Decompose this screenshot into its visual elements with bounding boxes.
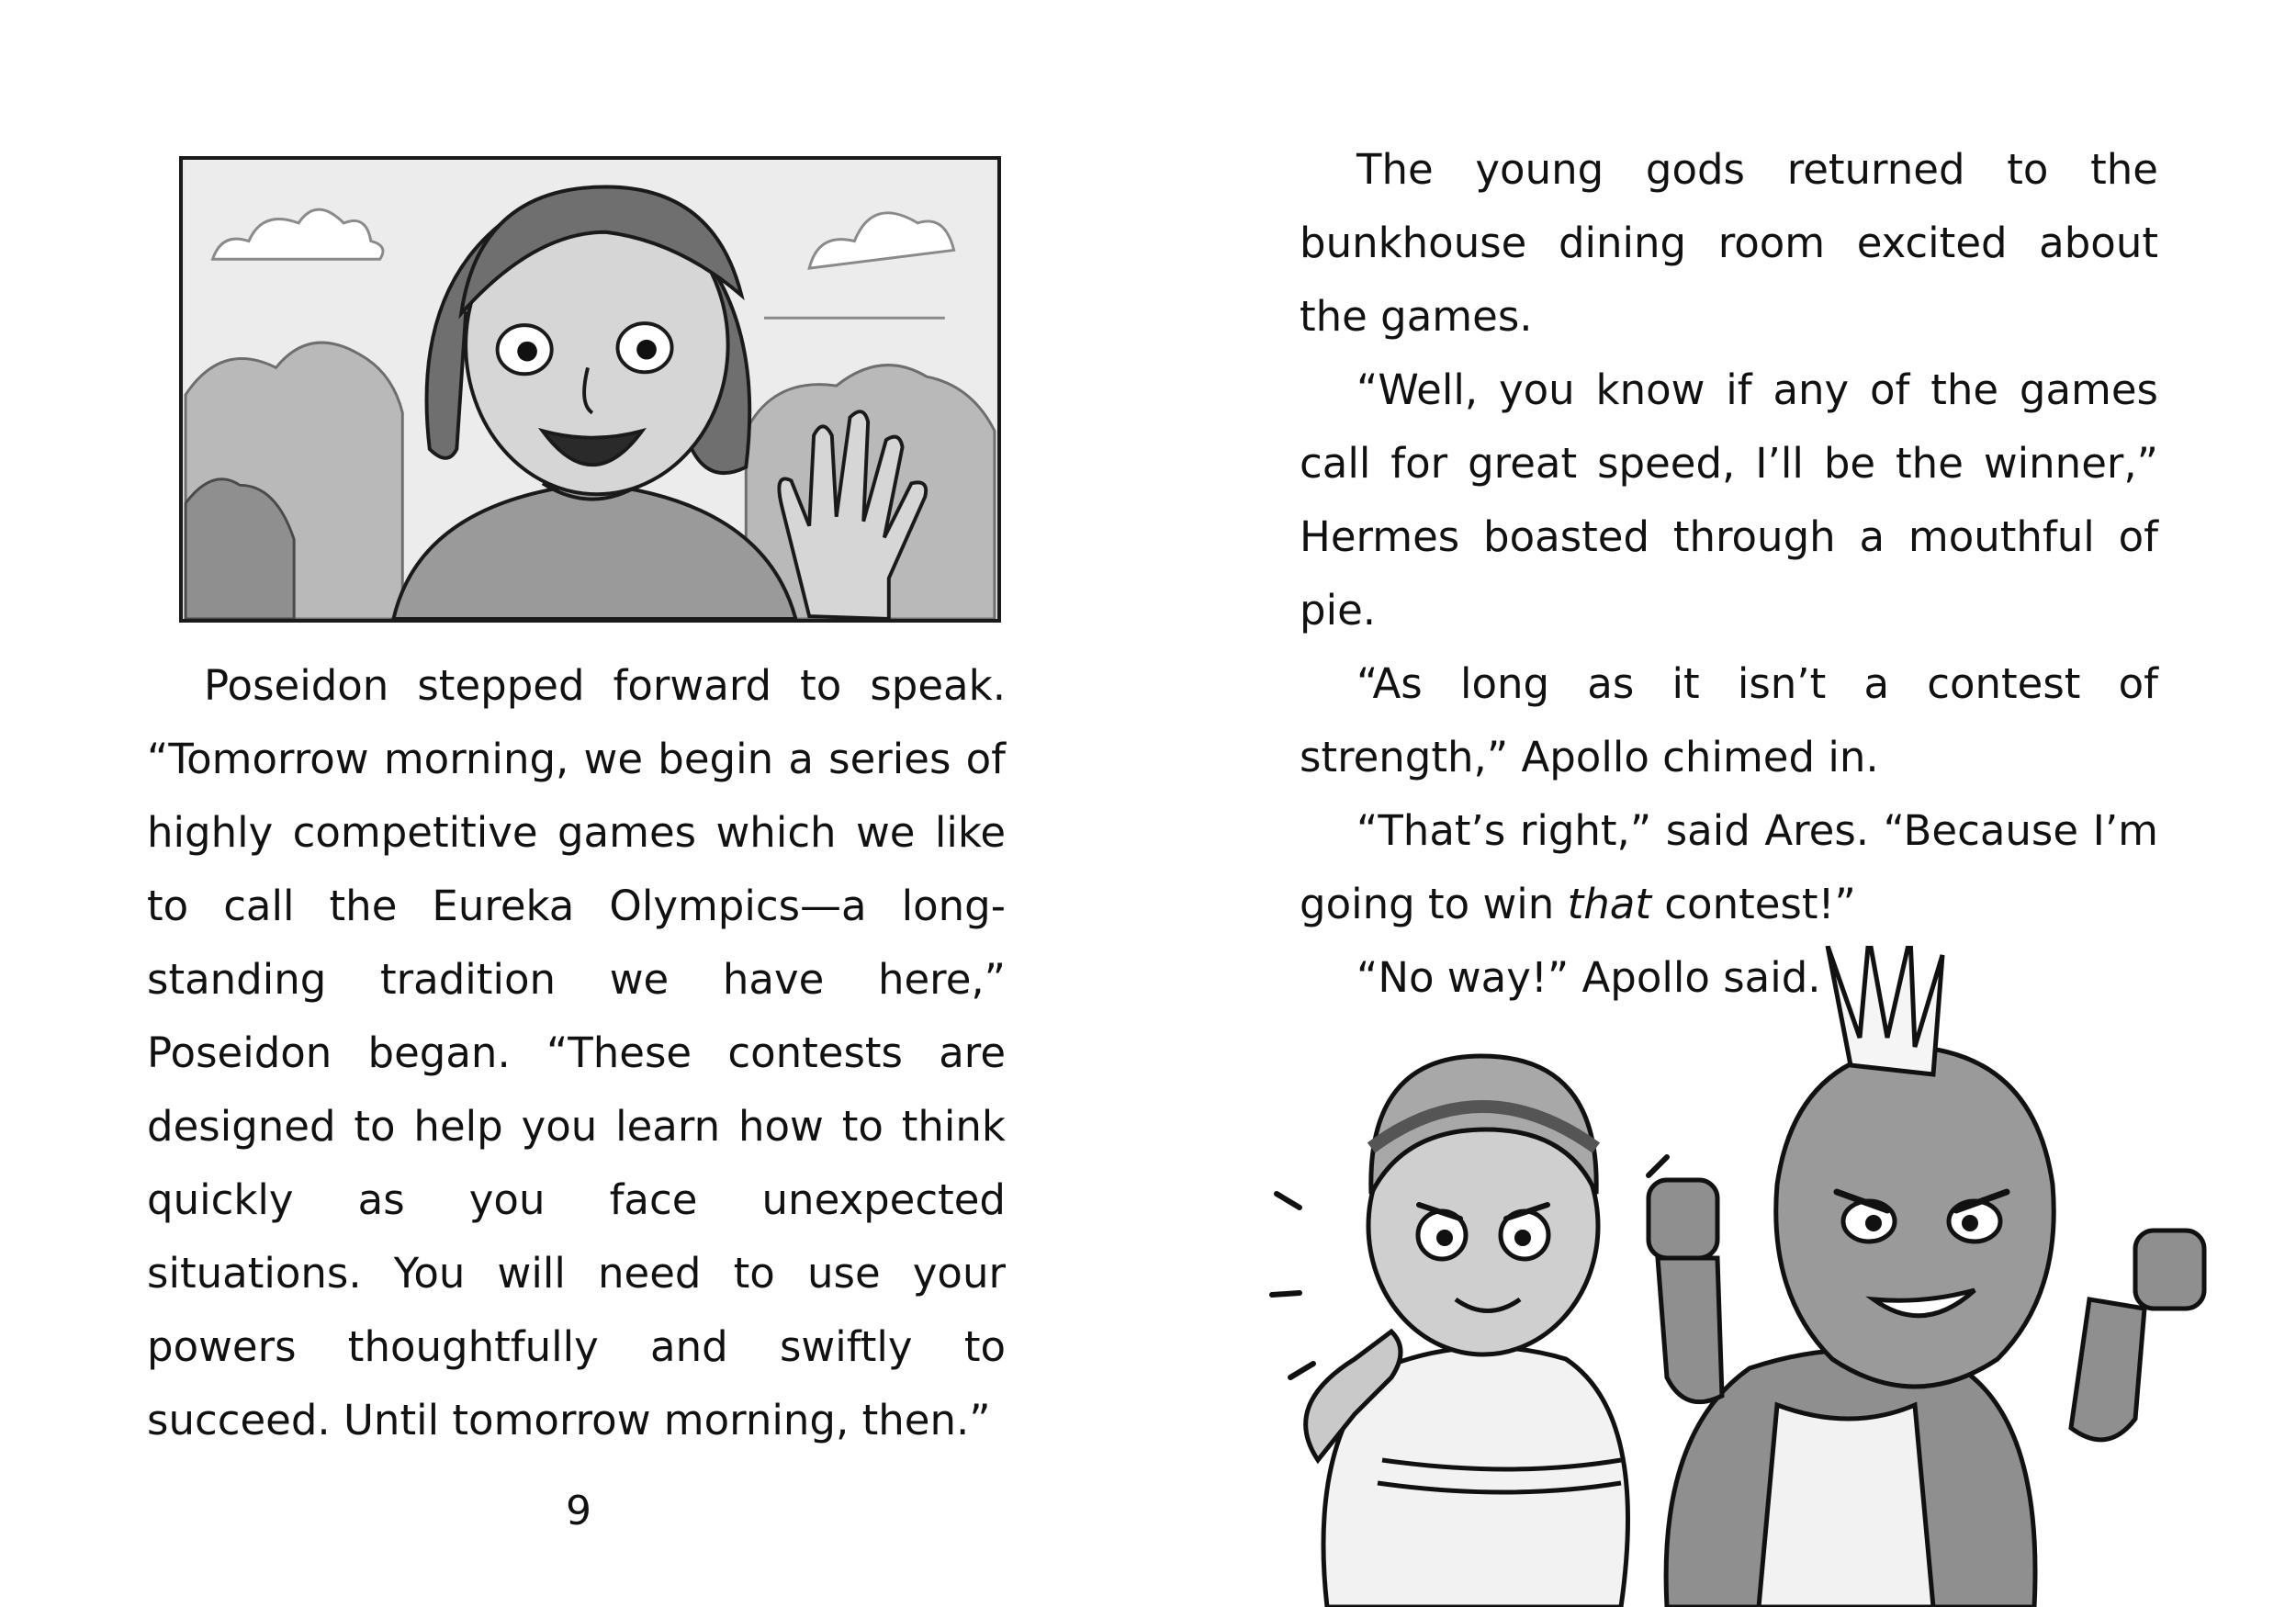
paragraph: Poseidon stepped forward to speak. “Tomorrow morning, we begin a series of highly competitive games which we like to call the Eureka Olympics—a long-standing tradition we have here,” Poseidon began. “These contests are designed to help you learn how to think quickly as you face unexpected situations. You will need to use your powers thoughtfully and swiftly to succeed. Until tomorrow morning, then.” [147,661,1006,1444]
paragraph [1300,794,2158,941]
right-page [1148,0,2296,1607]
paragraph: The young gods returned to the bunkhouse dining room excited about the games. [1300,145,2158,341]
apollo-ares-illustration [1263,946,2296,1607]
emphasis-text: that [1567,880,1651,928]
left-page-text [147,649,1006,1457]
waving-character-illustration [183,160,997,619]
paragraph-text: contest!” [1651,880,1856,928]
illustration-panel [179,156,1001,623]
paragraph: “No way!” Apollo said. [1356,953,1821,1002]
paragraph: “Well, you know if any of the games call for great speed, I’ll be the winner,” Hermes boasted through a mouthful of pie. [1300,365,2158,635]
paragraph: “As long as it isn’t a contest of strength,” Apollo chimed in. [1300,659,2158,781]
right-page-text [1300,133,2158,1015]
flexing-characters-illustration [1263,946,2296,1607]
page-number: 9 [566,1488,591,1534]
paragraph-text: “That’s right,” said Ares. “Because I’m going to win [1300,806,2158,928]
